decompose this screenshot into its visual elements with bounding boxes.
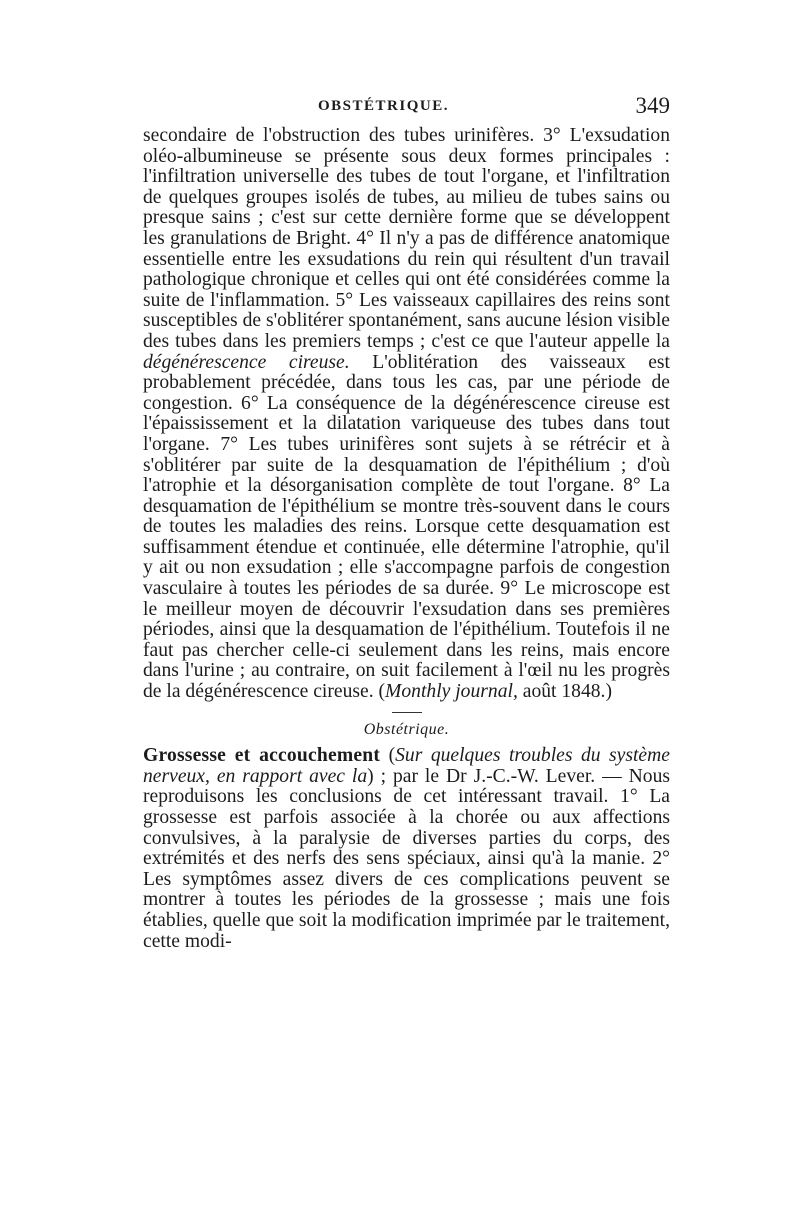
text-run: ( <box>380 745 396 767</box>
paragraph-grossesse <box>143 746 670 952</box>
italic-term: dégénérescence cireuse. <box>143 351 350 373</box>
page-number: 349 <box>635 93 670 118</box>
text-run: secondaire de l'obstruction des tubes urinifères. 3° L'exsudation oléo-albumineuse se présente sous deux formes principales : l'infiltration universelle des tubes de tout l'organe, et l'infiltration de quelques groupes isolés de tubes, au milieu de tubes sains ou presque sains ; c'est sur cette dernière forme que se développent les granulations de Bright. 4° Il n'y a pas de différence anatomique essentielle entre les exsudations du rein qui résultent d'un travail pathologique chronique et celles qui ont été considérées comme la suite de l'inflammation. 5° Les vaisseaux capillaires des reins sont susceptibles de s'oblitérer spontanément, sans aucune lésion visible des tubes dans les premiers temps ; c'est ce que l'auteur appelle la <box>143 125 670 352</box>
text-run: L'oblitération des vaisseaux est probablement précédée, dans tous les cas, par une période de congestion. 6° La conséquence de la dégénérescence cireuse est l'épaississement et la dilatation variqueuse des tubes dans tout l'organe. 7° Les tubes urinifères sont sujets à se rétrécir et à s'oblitérer par suite de la desquamation de l'épithélium ; d'où l'atrophie et la désorganisation complète de tout l'organe. 8° La desquamation de l'épithélium se montre très-souvent dans le cours de toutes les maladies des reins. Lorsque cette desquamation est suffisamment étendue et continuée, elle détermine l'atrophie, qu'il y ait ou non exsudation ; elle s'accompagne parfois de congestion vasculaire à toutes les périodes de sa durée. 9° Le microscope est le meilleur moyen de découvrir l'exsudation dans ses premières périodes, ainsi que la desquamation de l'épithélium. Toutefois il ne faut pas chercher celle-ci seulement dans les reins, mais encore dans l'urine ; au contraire, on suit facilement à l'œil nu les progrès de la dégénérescence cireuse. ( <box>143 351 670 703</box>
body-text <box>143 126 670 952</box>
page-header <box>143 93 670 126</box>
article-heading: Grossesse et accouchement <box>143 745 381 767</box>
section-separator <box>392 712 422 713</box>
italic-subtitle: Sur quelques troubles du système nerveux, en rapport avec la <box>143 745 670 787</box>
text-run: ) ; par le Dr J.-C.-W. Lever. — Nous reproduisons les conclusions de cet intéressant travail. 1° La grossesse est parfois associée à la chorée ou aux affections convulsives, à la paralysie de diverses parties du corps, des extrémités et des nerfs des sens spéciaux, ainsi qu'à la manie. 2° Les symptômes assez divers de ces complications peuvent se montrer à toutes les périodes de la grossesse ; mais une fois établies, quelle que soit la modification imprimée par le traitement, cette modi- <box>143 765 670 952</box>
text-run: août 1848.) <box>517 681 612 703</box>
running-title: OBSTÉTRIQUE. <box>318 98 449 114</box>
italic-source: Monthly journal, <box>385 681 518 703</box>
paragraph-renal <box>143 126 670 703</box>
section-title: Obstétrique. <box>363 720 450 738</box>
